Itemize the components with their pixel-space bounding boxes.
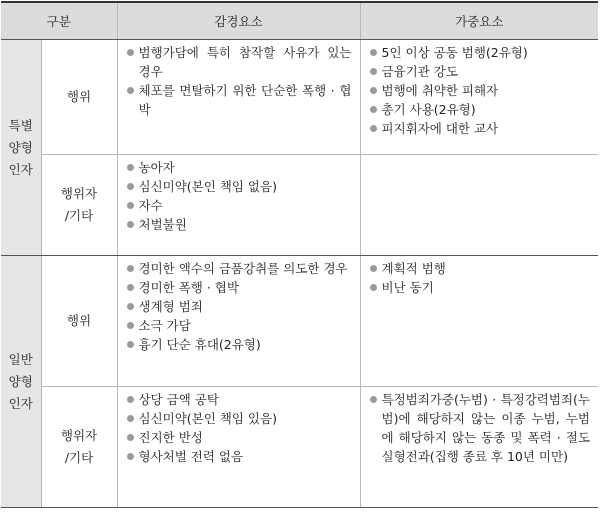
list-item: 계획적 범행 [369,259,591,278]
list-item: 5인 이상 공동 범행(2유형) [369,43,591,62]
row-special-actor [1,155,598,256]
list-item: 자수 [126,196,352,215]
label-line: 일반 [8,351,33,367]
general-actor-mitigating [117,387,360,508]
list-item: 총기 사용(2유형) [369,100,591,119]
label-line: 인자 [8,161,33,177]
list-item: 진지한 반성 [126,428,352,447]
list-item: 피지휘자에 대한 교사 [369,119,591,138]
label-line: 특별 [8,117,33,133]
label-line: 행위자 [60,186,98,201]
list-item: 범행가담에 특히 참작할 사유가 있는 경우 [126,43,352,81]
header-aggravating: 가중요소 [360,2,598,40]
list-item: 경미한 액수의 금품강취를 의도한 경우 [126,259,352,278]
list-item: 생계형 범죄 [126,297,352,316]
subcategory-act [41,40,117,155]
label-line: /기타 [64,208,94,223]
label-line: 행위 [66,313,92,328]
label-line: 행위자 [60,428,98,443]
special-act-aggravating [360,40,598,155]
list-item: 경미한 폭행 · 협박 [126,278,352,297]
general-actor-aggravating [360,387,598,508]
special-act-mitigating [117,40,360,155]
list-item: 형사처벌 전력 없음 [126,447,352,466]
list-item: 흉기 단순 휴대(2유형) [126,335,352,354]
row-general-actor [1,387,598,508]
general-act-mitigating [117,256,360,387]
label-line: /기타 [64,450,94,465]
header-mitigating: 감경요소 [117,2,360,40]
category-general [1,256,41,508]
category-special [1,40,41,256]
label-line: 양형 [8,139,33,155]
row-general-act [1,256,598,387]
list-item: 범행에 취약한 피해자 [369,81,591,100]
label-line: 양형 [8,373,33,389]
subcategory-actor [41,387,117,508]
list-item: 특정범죄가중(누범) · 특정강력범죄(누범)에 해당하지 않는 이종 누범, 누범에 해당하지 않는 동종 및 폭력 · 절도 실형전과(집행 종료 후 10년 미만) [369,390,591,466]
special-actor-mitigating [117,155,360,256]
list-item: 비난 동기 [369,278,591,297]
list-item: 처벌불원 [126,215,352,234]
subcategory-act [41,256,117,387]
list-item: 체포를 면탈하기 위한 단순한 폭행 · 협박 [126,81,352,119]
general-act-aggravating [360,256,598,387]
list-item: 소극 가담 [126,316,352,335]
list-item: 심신미약(본인 책임 없음) [126,177,352,196]
label-line: 인자 [8,395,33,411]
special-actor-aggravating [360,155,598,256]
list-item: 금융기관 강도 [369,62,591,81]
list-item: 농아자 [126,158,352,177]
row-special-act [1,40,598,155]
subcategory-actor [41,155,117,256]
list-item: 심신미약(본인 책임 있음) [126,409,352,428]
label-line: 행위 [66,89,92,104]
list-item: 상당 금액 공탁 [126,390,352,409]
sentencing-factors-table [1,1,598,508]
header-row [1,2,598,40]
header-division: 구분 [1,2,117,40]
